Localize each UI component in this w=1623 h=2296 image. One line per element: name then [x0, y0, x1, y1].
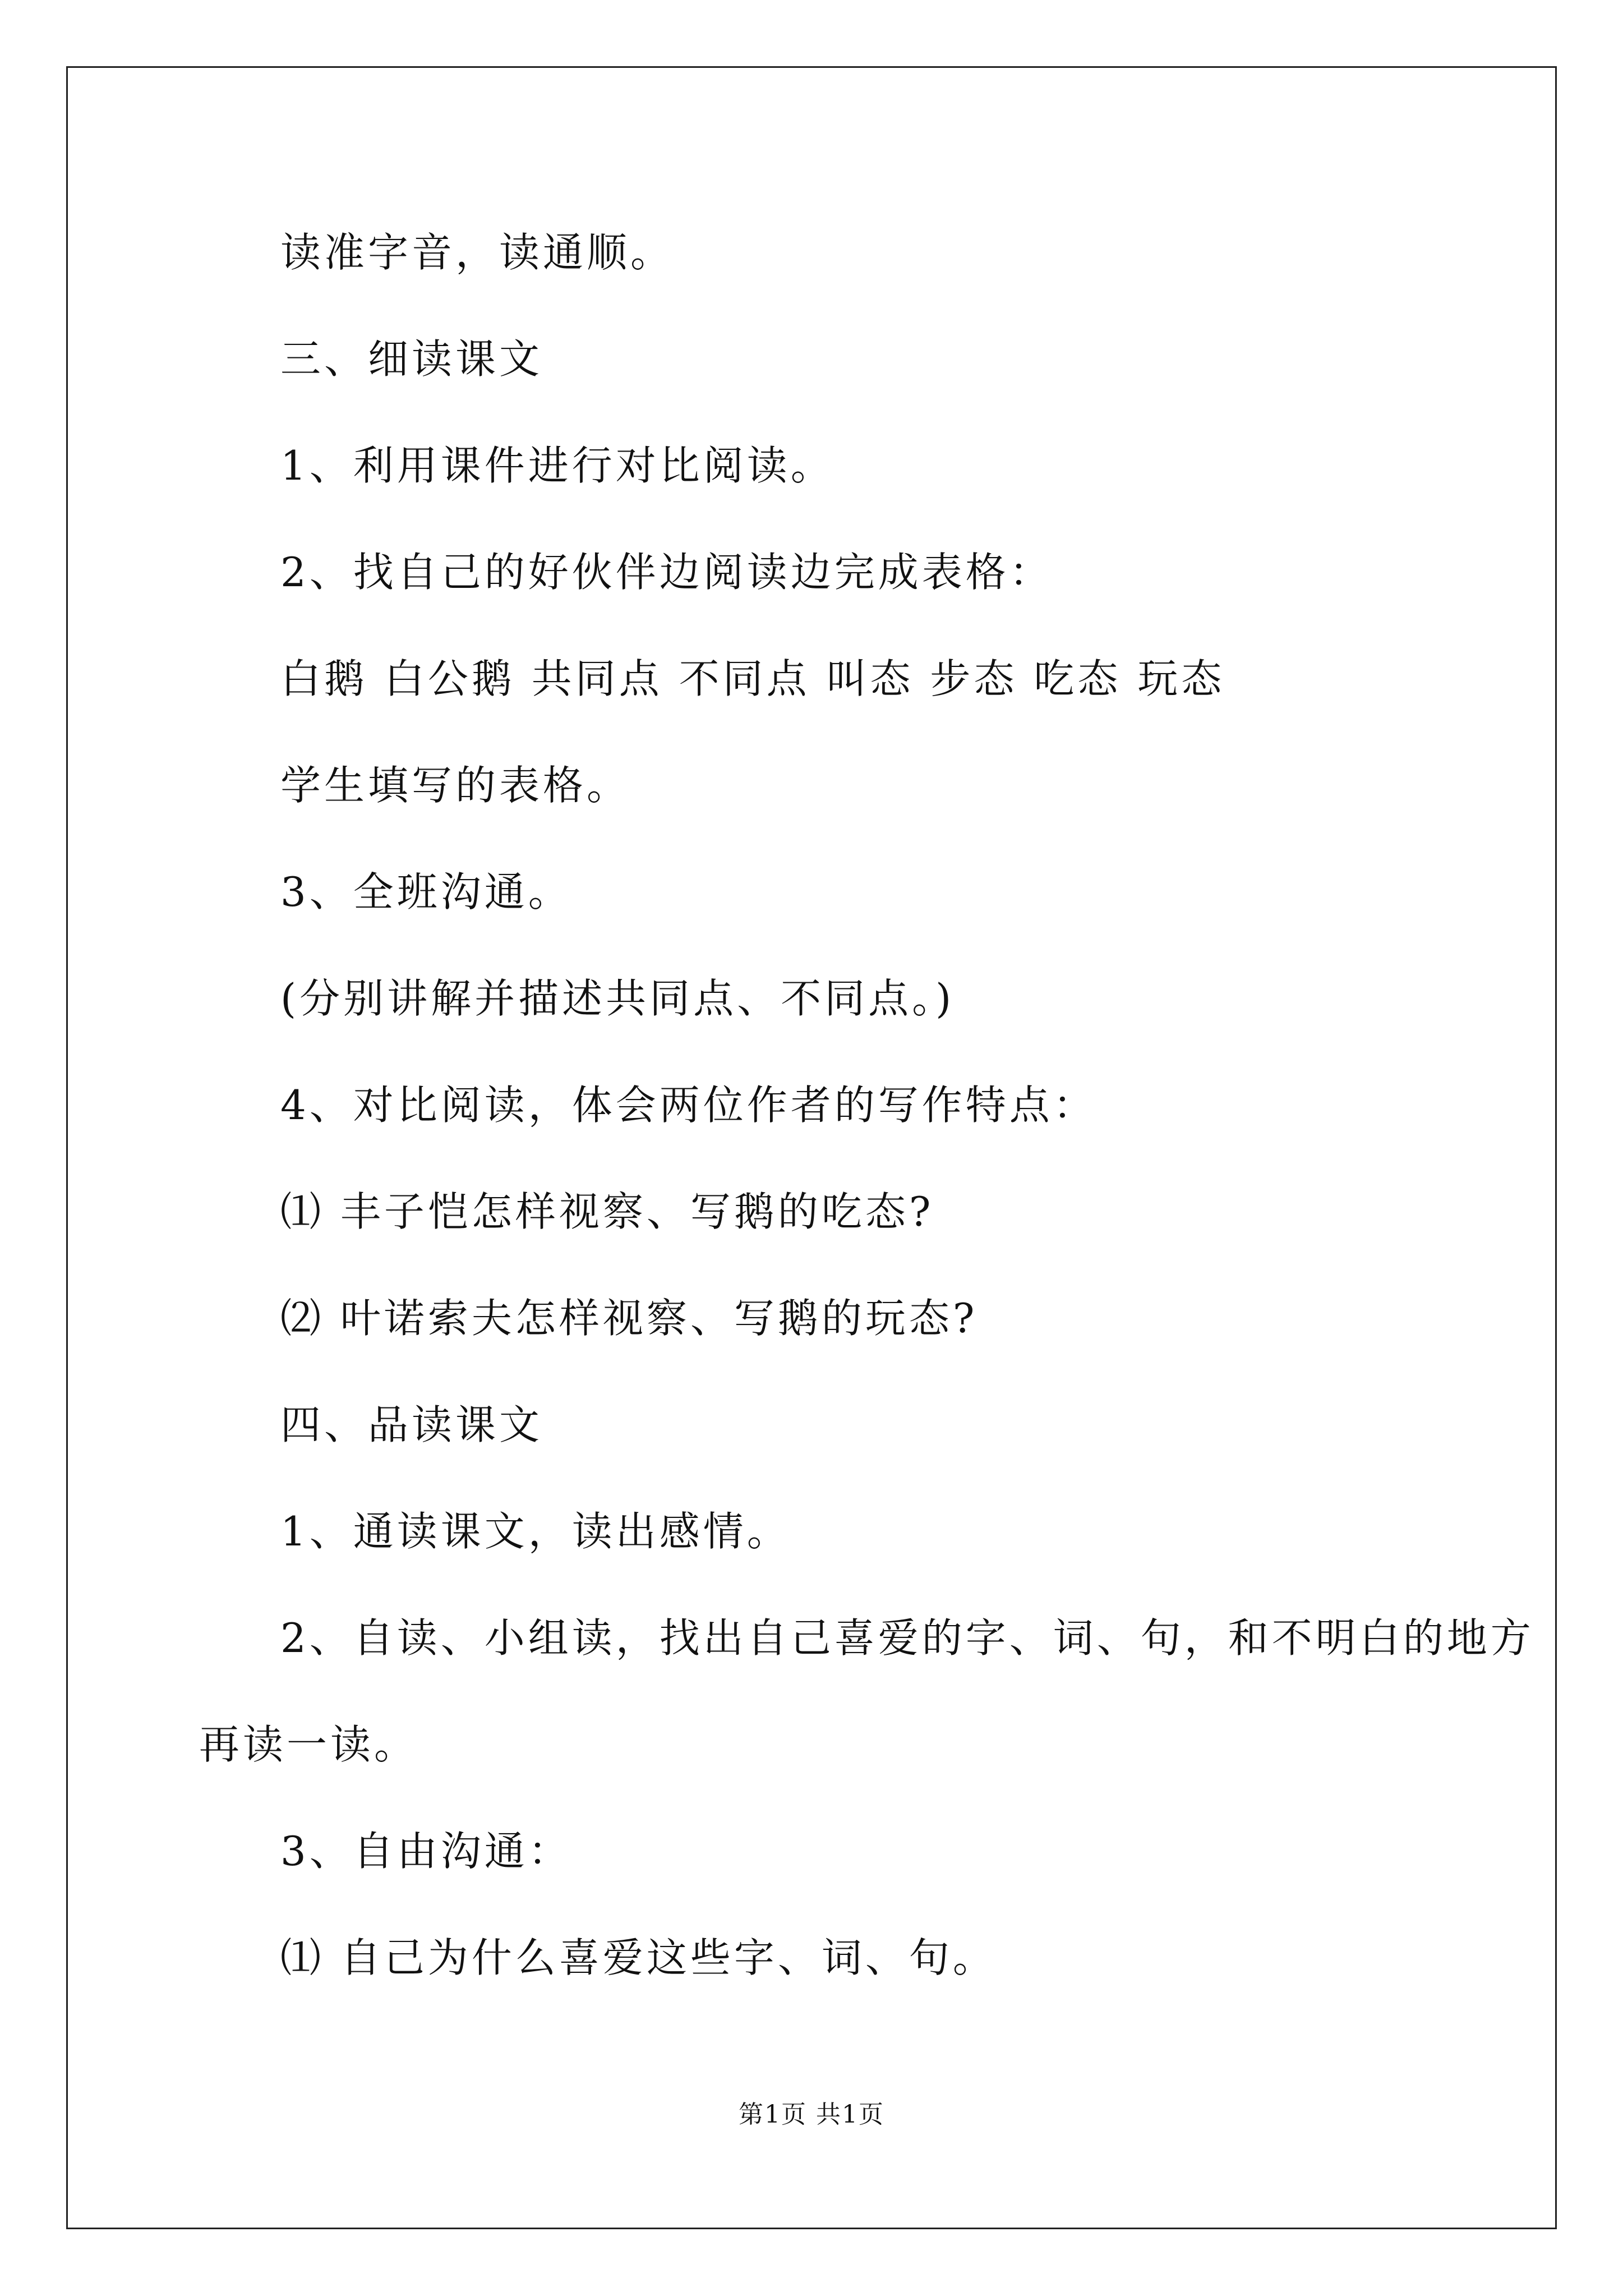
text-line: 1、通读课文，读出感情。	[280, 1508, 791, 1555]
text-line-continuation: 再读一读。	[199, 1721, 418, 1768]
text-line: 3、自由沟通：	[280, 1828, 572, 1875]
section-heading: 四、品读课文	[280, 1401, 543, 1448]
section-heading: 三、细读课文	[280, 335, 543, 383]
text-line: 2、找自己的好伙伴边阅读边完成表格：	[280, 549, 1053, 596]
text-line: ⑴ 自己为什么喜爱这些字、词、句。	[280, 1934, 997, 1981]
text-line: 读准字音，读通顺。	[280, 229, 675, 276]
text-line: 2、自读、小组读，找出自己喜爱的字、词、句，和不明白的地方	[280, 1614, 1534, 1662]
text-line: 4、对比阅读，体会两位作者的写作特点：	[280, 1082, 1097, 1129]
text-line: 学生填写的表格。	[280, 762, 631, 809]
table-header-line: 白鹅 白公鹅 共同点 不同点 叫态 步态 吃态 玩态	[280, 655, 1225, 702]
text-line: 1、利用课件进行对比阅读。	[280, 442, 834, 489]
text-line: 3、全班沟通。	[280, 868, 572, 915]
text-line: ⑵ 叶诺索夫怎样视察、写鹅的玩态?	[280, 1295, 978, 1342]
text-line: ⑴ 丰子恺怎样视察、写鹅的吃态?	[280, 1188, 934, 1235]
text-line: (分别讲解并描述共同点、不同点。)	[280, 975, 955, 1022]
page-footer: 第1页 共1页	[739, 2100, 884, 2129]
